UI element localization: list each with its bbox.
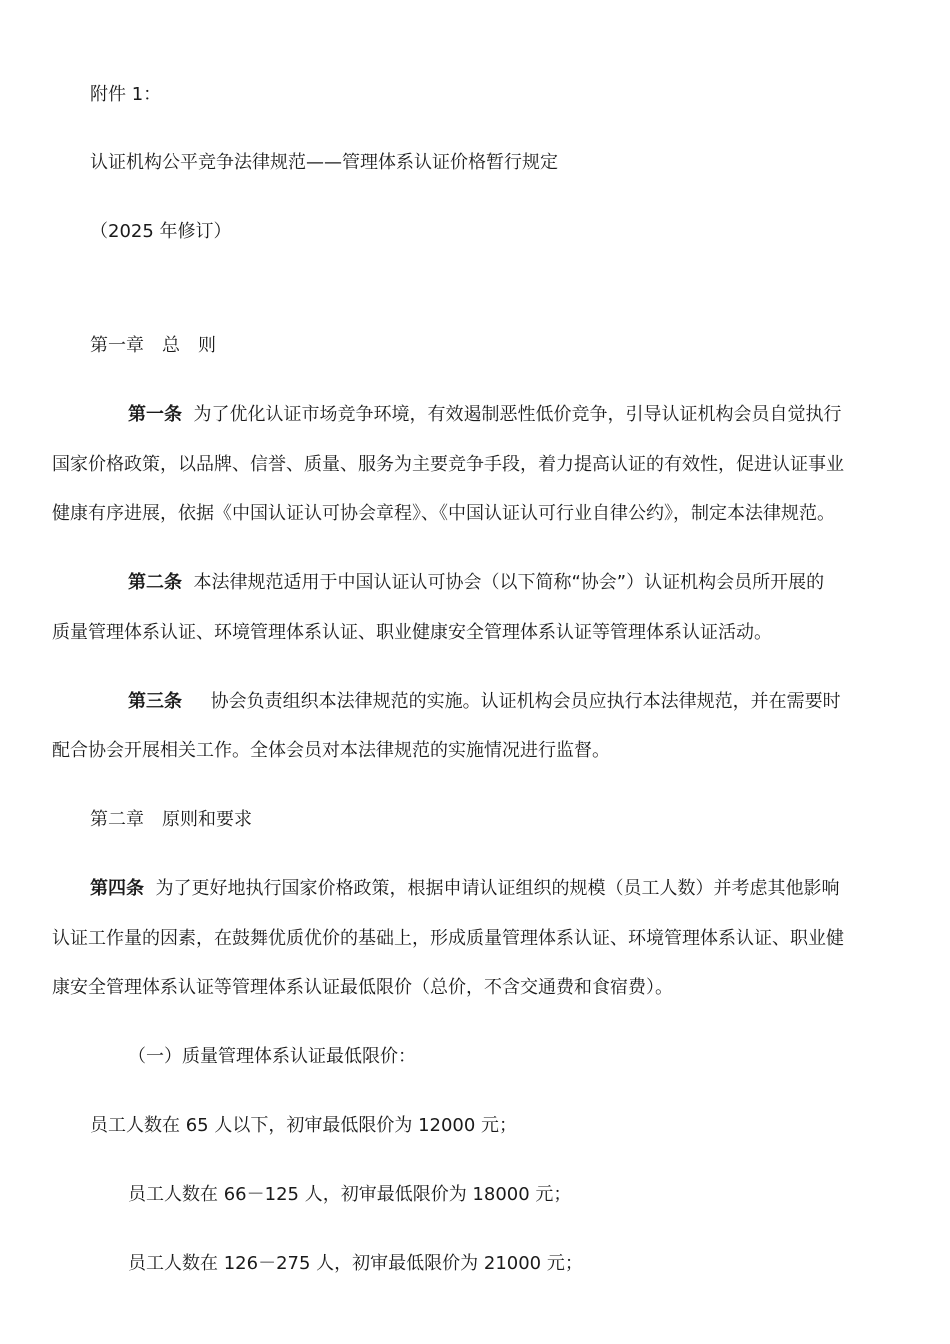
article-1-line-3: 健康有序进展，依据《中国认证认可协会章程》、《中国认证认可行业自律公约》，制定本法律规范。 (52, 503, 835, 524)
revision-note: （2025 年修订） (90, 221, 232, 242)
article-1-text: 为了优化认证市场竞争环境，有效遏制恶性低价竞争，引导认证机构会员自觉执行 (193, 404, 842, 425)
chapter-heading-1: 第一章 总 则 (90, 335, 216, 356)
article-1-first-line (128, 403, 841, 427)
article-3-text: 协会负责组织本法律规范的实施。认证机构会员应执行本法律规范，并在需要时 (210, 691, 841, 712)
price-item: 员工人数在 66－125 人，初审最低限价为 18000 元； (128, 1184, 572, 1205)
price-item: 员工人数在 65 人以下，初审最低限价为 12000 元； (90, 1115, 518, 1136)
article-2-text: 本法律规范适用于中国认证认可协会（以下简称“协会”）认证机构会员所开展的 (193, 572, 825, 593)
article-4-line-2: 认证工作量的因素，在鼓舞优质优价的基础上，形成质量管理体系认证、环境管理体系认证、职业健 (52, 928, 844, 949)
attachment-label: 附件 1： (90, 84, 162, 105)
article-4-first-line (90, 877, 839, 901)
article-2-label: 第二条 (128, 572, 182, 593)
document-title: 认证机构公平竞争法律规范——管理体系认证价格暂行规定 (90, 152, 558, 173)
article-4-line-3: 康安全管理体系认证等管理体系认证最低限价（总价，不含交通费和食宿费）。 (52, 977, 673, 998)
article-3-line-2: 配合协会开展相关工作。全体会员对本法律规范的实施情况进行监督。 (52, 740, 610, 761)
article-3-label: 第三条 (128, 691, 182, 712)
chapter-heading-2: 第二章 原则和要求 (90, 809, 252, 830)
article-2-first-line (128, 571, 824, 595)
price-item: 员工人数在 126－275 人，初审最低限价为 21000 元； (128, 1253, 583, 1274)
article-4-text: 为了更好地执行国家价格政策，根据申请认证组织的规模（员工人数）并考虑其他影响 (155, 878, 840, 899)
article-2-line-2: 质量管理体系认证、环境管理体系认证、职业健康安全管理体系认证等管理体系认证活动。 (52, 622, 772, 643)
article-1-line-2: 国家价格政策，以品牌、信誉、质量、服务为主要竞争手段，着力提高认证的有效性，促进认证事业 (52, 454, 844, 475)
article-3-first-line (128, 690, 841, 714)
article-1-label: 第一条 (128, 404, 182, 425)
article-4-label: 第四条 (90, 878, 144, 899)
subsection-title: （一）质量管理体系认证最低限价： (128, 1046, 416, 1067)
